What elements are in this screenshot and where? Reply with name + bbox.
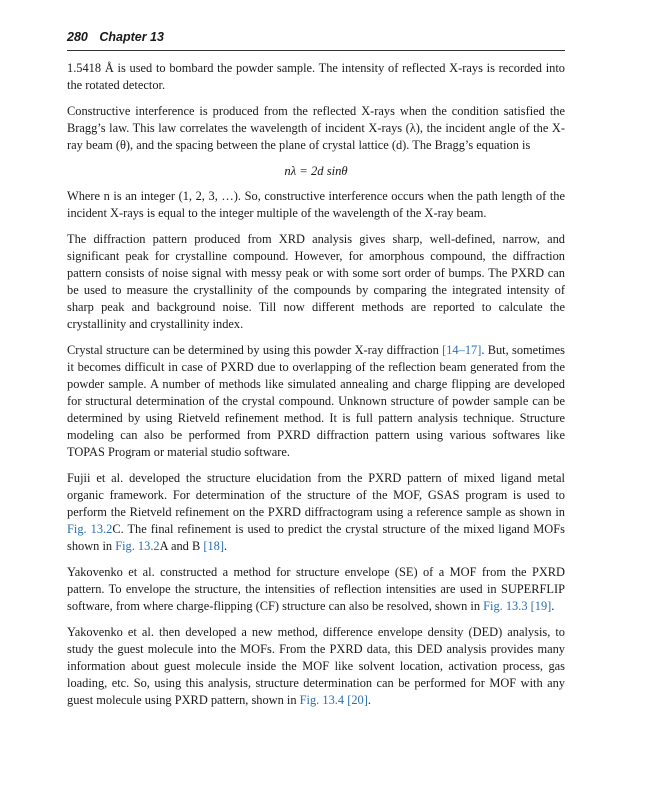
text-run: . [367,693,371,707]
bragg-equation: nλ = 2d sinθ [284,164,348,178]
citation-link[interactable]: Fig. 13.2 [115,539,160,553]
text-run: . [551,599,555,613]
text-run: Constructive interference is produced from the reflected X-rays when the condition satisfied the Bragg’s law. This law correlates the wavelength of incident X-rays (λ), the incident angle of the X-ray beam (θ), and the spacing between the plane of crystal lattice (d). The Bragg’s equation is [67,104,565,152]
citation-link[interactable]: [14–17] [442,343,482,357]
text-run: Yakovenko et al. then developed a new method, difference envelope density (DED) analysis, to study the guest molecule into the MOFs. From the PXRD data, this DED analysis provides many information about guest molecule inside the MOF like solvent location, activation process, gas loading, etc. So, using this analysis, structure determination can be performed for MOF with any guest molecule using PXRD pattern, shown in [67,625,565,707]
citation-link[interactable]: Fig. 13.3 [483,599,528,613]
paragraph [67,564,565,615]
paragraph [67,60,565,94]
page-header [67,30,565,51]
chapter-title: Chapter 13 [99,30,164,44]
paragraph [67,231,565,333]
citation-link[interactable]: [19] [530,599,552,613]
citation-link[interactable]: [20] [347,693,368,707]
text-run: A and B [159,539,204,553]
text-run: C. The final refinement is used to predict the crystal structure of the mixed ligand MOFs shown in [67,522,565,553]
citation-link[interactable]: Fig. 13.4 [299,693,345,707]
page-number: 280 [67,30,88,44]
body-text [67,60,565,718]
text-run: Where n is an integer (1, 2, 3, …). So, constructive interference occurs when the path length of the incident X-rays is equal to the integer multiple of the wavelength of the X-ray beam. [67,189,565,220]
paragraph [67,470,565,555]
paragraph [67,103,565,154]
paragraph [67,624,565,709]
text-run: . [224,539,228,553]
text-run: . But, sometimes it becomes difficult in case of PXRD due to overlapping of the reflection beam generated from the powder sample. A number of methods like simulated annealing and charge flipping are developed for structural determination of the crystal compound. Unknown structure of powder sample can be determined by using Rietveld refinement method. It is full pattern analysis technique. Structure modeling can also be performed from PXRD diffraction pattern using various softwares like TOPAS Program or material studio software. [67,343,565,459]
text-run: Yakovenko et al. constructed a method for structure envelope (SE) of a MOF from the PXRD pattern. To envelope the structure, the intensities of reflection intensities are used in SUPERFLIP software, from where charge-flipping (CF) structure can also be resolved, shown in [67,565,565,613]
text-run: Fujii et al. developed the structure elucidation from the PXRD pattern of mixed ligand metal organic framework. For determination of the structure of the MOF, GSAS program is used to perform the Rietveld refinement on the PXRD diffractogram using a reference sample as shown in [67,471,565,519]
citation-link[interactable]: [18] [203,539,224,553]
citation-link[interactable]: Fig. 13.2 [67,522,113,536]
paragraph [67,342,565,461]
text-run: The diffraction pattern produced from XRD analysis gives sharp, well-defined, narrow, and significant peak for crystalline compound. However, for amorphous compound, the diffraction pattern consists of noise signal with messy peak or with some sort order of bumps. The PXRD can be used to measure the crystallinity of the compounds by comparing the integrated intensity of sharp peak and background noise. Till now different methods are reported to calculate the crystallinity and crystallinity index. [67,232,565,331]
text-run: Crystal structure can be determined by using this powder X-ray diffraction [67,343,443,357]
paragraph [67,188,565,222]
text-run: 1.5418 Å is used to bombard the powder sample. The intensity of reflected X-rays is recorded into the rotated detector. [67,61,565,92]
